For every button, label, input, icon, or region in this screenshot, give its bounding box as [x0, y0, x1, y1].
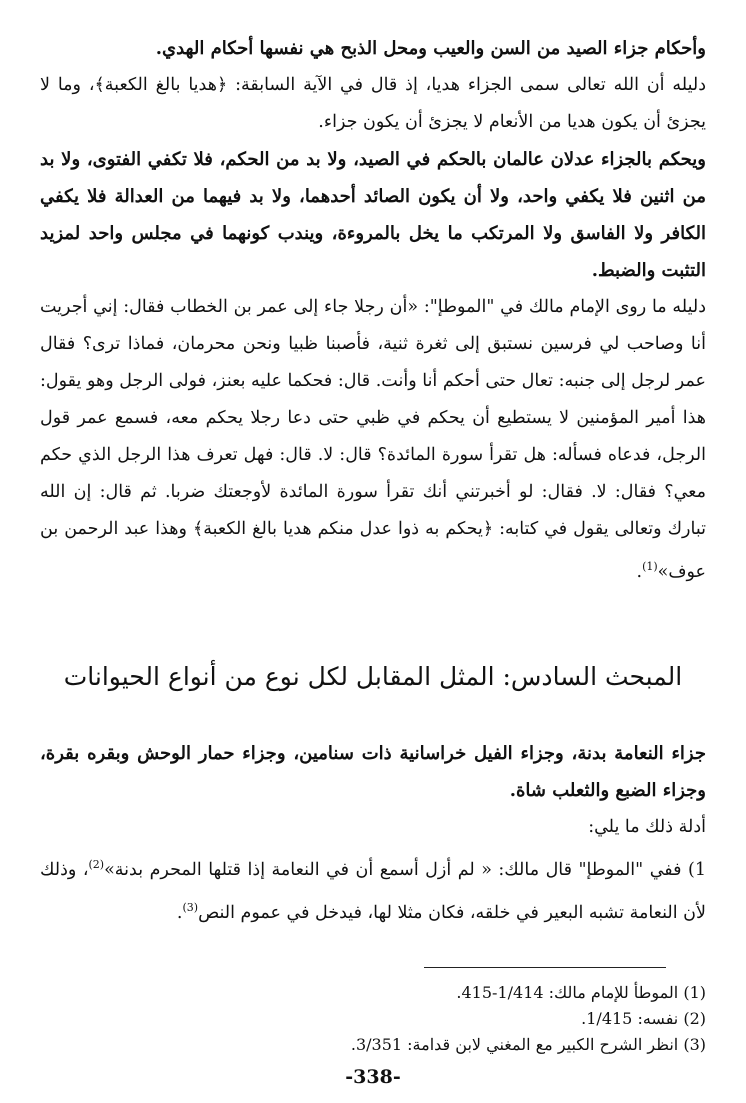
ostrich-explanation: ، وذلك لأن النعامة تشبه البعير في خلقه، فكان مثلا لها، فيدخل في عموم النص [40, 859, 706, 923]
footnote-ref-3[interactable]: (3) [182, 900, 199, 914]
paragraph-umar-hadith [40, 289, 706, 591]
footnote-separator [424, 967, 666, 968]
footnote-3: (3) انظر الشرح الكبير مع المغني لابن قدامة: 3/351. [350, 1035, 706, 1055]
footnote-1: (1) الموطأ للإمام مالك: 1/414-415. [456, 983, 706, 1003]
paragraph-equivalents: جزاء النعامة بدنة، وجزاء الفيل خراسانية ذات سنامين، وجزاء حمار الوحش وبقره بقرة، وجزاء الضبع والثعلب شاة. [40, 742, 706, 801]
paragraph-evidence-hady: دليله أن الله تعالى سمى الجزاء هديا، إذ قال في الآية السابقة: ﴿هديا بالغ الكعبة﴾، وما لا يجزئ أن يكون هديا من الأنعام لا يجزئ أن يكون جزاء. [40, 75, 706, 132]
paragraph-ruling-sacrifice: وأحكام جزاء الصيد من السن والعيب ومحل الذبح هي نفسها أحكام الهدي. [155, 38, 706, 59]
footnote-2: (2) نفسه: 1/415. [581, 1009, 706, 1029]
umar-hadith-text: دليله ما روى الإمام مالك في "الموطإ": «أن رجلا جاء إلى عمر بن الخطاب فقال: إني أجريت أنا وصاحب لي فرسين نستبق إلى ثغرة ثنية، فأصبنا ظبيا ونحن محرمان، فماذا ترى؟ فقال عمر لرجل إلى جنبه: تعال حتى أحكم أنا وأنت. قال: فحكما عليه بعنز، فولى الرجل وهو يقول: هذا أمير المؤمنين لا يستطيع أن يحكم في ظبي حتى دعا رجلا يحكم معه، فسمع عمر قول الرجل، فدعاه فسأله: هل تقرأ سورة المائدة؟ قال: لا. قال: فهل تعرف هذا الرجل الذي حكم معي؟ فقال: لا. فقال: لو أخبرتني أنك تقرأ سورة المائدة لأوجعتك ضربا. ثم قال: إن الله تبارك وتعالى يقول في كتابه: ﴿يحكم به ذوا عدل منكم هديا بالغ الكعبة﴾ وهذا عبد الرحمن بن عوف» [40, 297, 707, 582]
footnote-ref-2[interactable]: (2) [88, 857, 105, 871]
footnote-ref-1[interactable]: (1) [642, 560, 658, 573]
paragraph-muwatta-ostrich [40, 846, 706, 932]
footnote-separator-wrap [40, 967, 706, 968]
paragraph-evidence-intro: أدلة ذلك ما يلي: [588, 816, 706, 837]
punctuation: . [636, 561, 643, 582]
page-number: -338- [345, 1066, 401, 1089]
punctuation: . [176, 902, 183, 923]
paragraph-two-judges: ويحكم بالجزاء عدلان عالمان بالحكم في الصيد، ولا بد من الحكم، فلا تكفي الفتوى، ولا بد من اثنين فلا يكفي واحد، ولا أن يكون الصائد أحدهما، ولا بد فيهما من العدالة فلا يكفي الكافر ولا الفاسق ولا المرتكب ما يخل بالمروءة، ويندب كونهما في مجلس واحد لمزيد التثبت والضبط. [40, 149, 706, 281]
ostrich-text: 1) ففي "الموطإ" قال مالك: « لم أزل أسمع أن في النعامة إذا قتلها المحرم بدنة» [104, 859, 706, 880]
footnotes [40, 980, 706, 1058]
section-title: المبحث السادس: المثل المقابل لكل نوع من أنواع الحيوانات [63, 661, 683, 691]
